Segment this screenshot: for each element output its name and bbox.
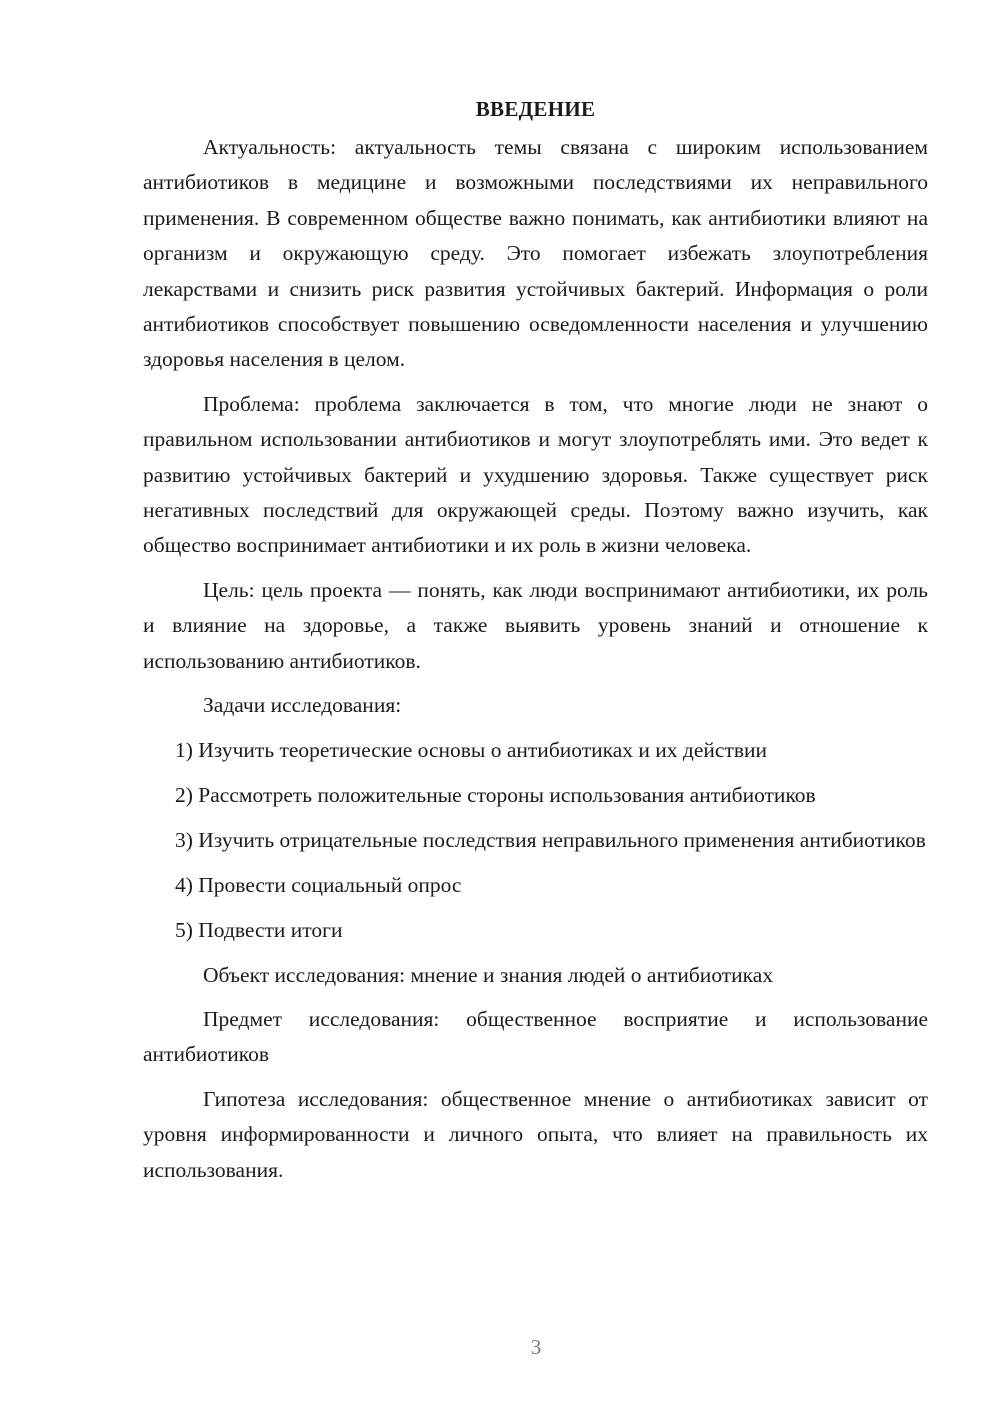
paragraph-relevance: Актуальность: актуальность темы связана с широким использованием антибиотиков в медицине и возможными последствиями их неправильного применения. В современном обществе важно понимать, как антибиотики влияют на организм и окружающую среду. Это помогает избежать злоупотребления лекарствами и снизить риск развития устойчивых бактерий. Информация о роли антибиотиков способствует повышению осведомленности населения и улучшению здоровья населения в целом.: [143, 135, 928, 372]
task-item: 4) Провести социальный опрос: [175, 872, 462, 897]
paragraph-subject: Предмет исследования: общественное восприятие и использование антибиотиков: [143, 1006, 928, 1067]
paragraph-problem: Проблема: проблема заключается в том, что многие люди не знают о правильном использовании антибиотиков и могут злоупотреблять ими. Это ведет к развитию устойчивых бактерий и ухудшению здоровья. Также существует риск негативных последствий для окружающей среды. Поэтому важно изучить, как общество воспринимает антибиотики и их роль в жизни человека.: [143, 391, 928, 558]
paragraph-tasks-heading: Задачи исследования:: [203, 693, 402, 718]
task-item: 2) Рассмотреть положительные стороны использования антибиотиков: [175, 782, 816, 807]
paragraph-goal: Цель: цель проекта — понять, как люди воспринимают антибиотики, их роль и влияние на здоровье, а также выявить уровень знаний и отношение к использованию антибиотиков.: [143, 577, 928, 673]
page-content: [143, 92, 928, 1197]
paragraph-hypothesis: Гипотеза исследования: общественное мнение о антибиотиках зависит от уровня информированности и личного опыта, что влияет на правильность их использования.: [143, 1086, 928, 1182]
task-item: 3) Изучить отрицательные последствия неправильного применения антибиотиков: [175, 827, 926, 852]
paragraph-object: Объект исследования: мнение и знания людей о антибиотиках: [203, 962, 774, 987]
task-item: 5) Подвести итоги: [175, 917, 343, 942]
task-item: 1) Изучить теоретические основы о антибиотиках и их действии: [175, 737, 768, 762]
page-number: 3: [530, 1335, 542, 1359]
page-title: ВВЕДЕНИЕ: [475, 97, 596, 121]
